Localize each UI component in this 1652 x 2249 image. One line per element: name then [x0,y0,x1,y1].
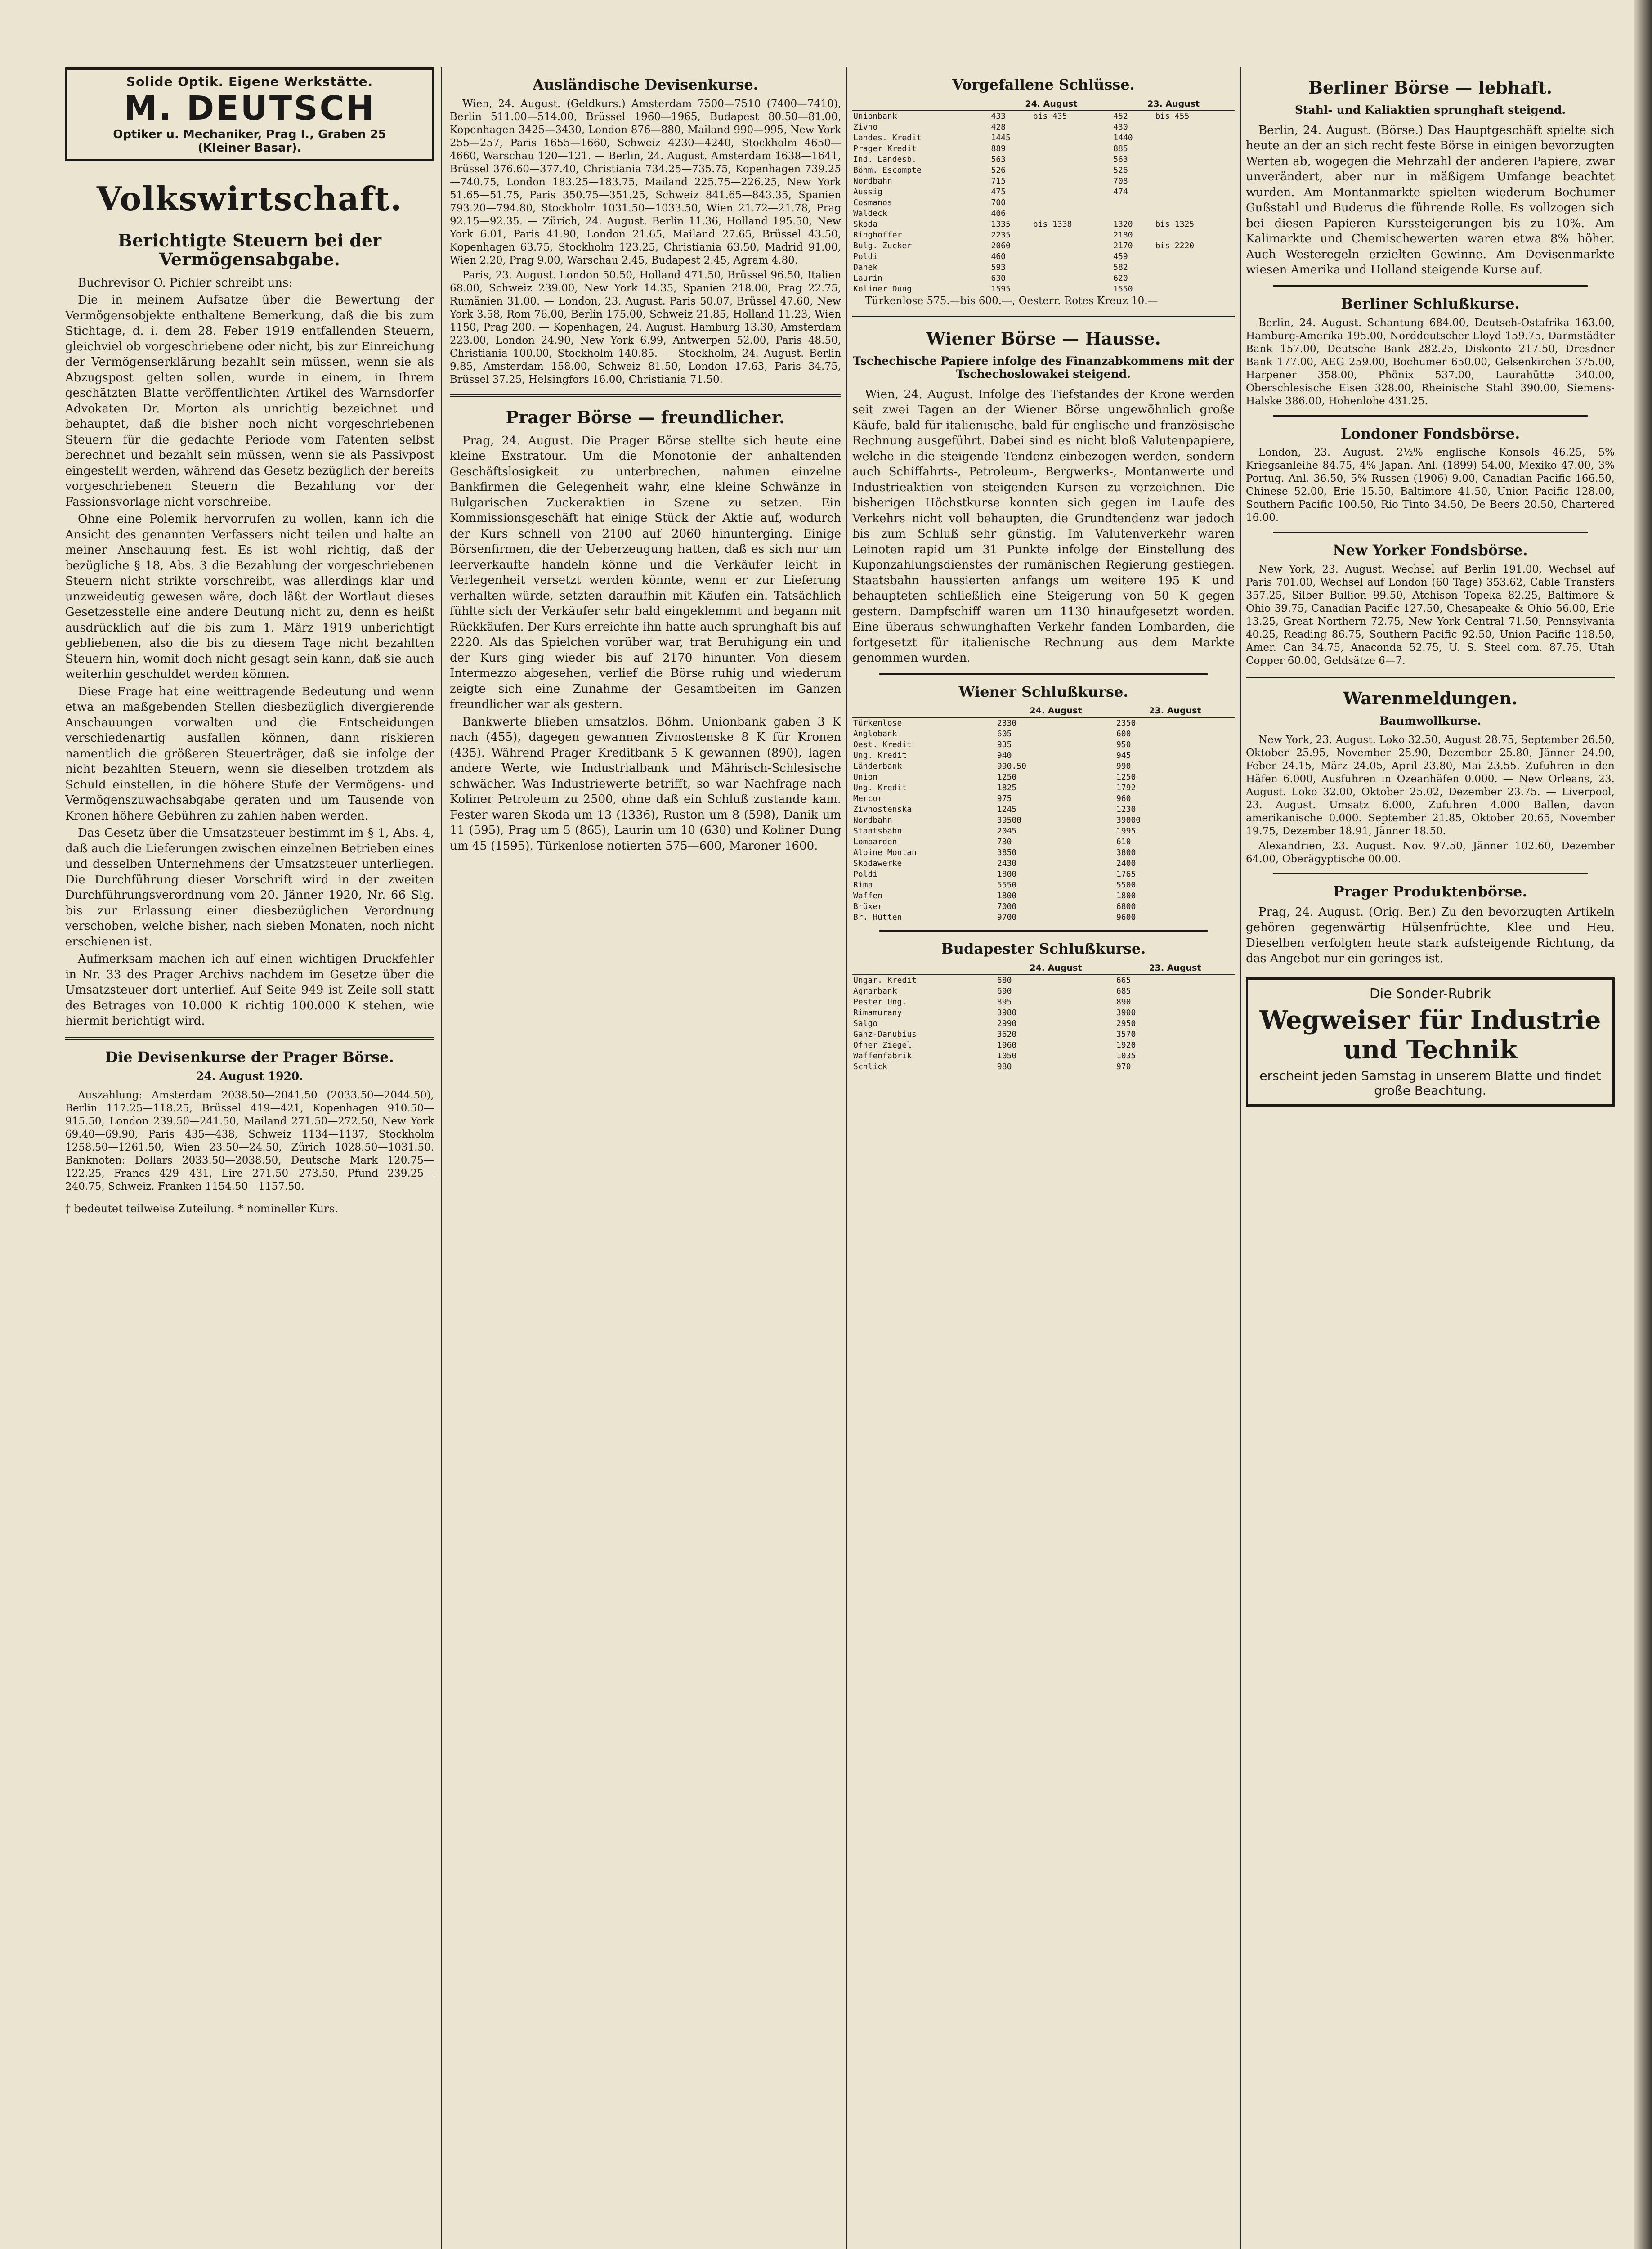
table-cell: 690 [997,986,1012,996]
table-cell: 474 [1113,187,1128,197]
table-cell: 9600 [1116,913,1136,923]
table-cell: Rimamurany [853,1008,902,1018]
table-row [852,847,1235,858]
table-row [852,219,1235,230]
article-subheadline: Stahl- und Kaliaktien sprunghaft steigend. [1294,103,1566,116]
table-cell: 1550 [1113,284,1133,294]
article-paragraph: Das Gesetz über die Umsatzsteuer bestimmt im § 1, Abs. 4, daß auch die Lieferungen zwischen einzelnen Betrieben eines und desselben Unternehmens der Umsatzsteuer unterliegen. Die Durchführung dieser Vorschrift wird in der zweiten Durchführungsverordnung vom 20. Jänner 1920, Nr. 66 Slg. bis zur Erlassung einer diesbezüglichen Verordnung verschoben, welche bisher, nach sieben Monaten, noch nicht erschienen ist. [65,826,434,949]
table-cell: 620 [1113,273,1128,283]
table-cell: 1230 [1116,805,1136,815]
table-row [852,729,1235,739]
table-header: 23. August [1112,98,1235,111]
table-row [852,154,1235,165]
table-row [852,717,1235,729]
ad-line: Die Sonder-Rubrik [1369,986,1491,1002]
table-cell: 475 [991,187,1006,197]
table-cell: 1595 [991,284,1011,294]
table-row [852,772,1235,783]
table-cell: 1800 [1116,891,1136,901]
table-cell: Landes. Kredit [853,133,922,143]
table-cell: 5500 [1116,880,1136,890]
table-cell [1154,154,1235,165]
table-cell: 430 [1113,122,1128,132]
table-cell: 730 [997,837,1012,847]
table-cell: 895 [997,997,1012,1007]
table-cell [1112,208,1154,219]
table-cell: Oest. Kredit [853,740,912,750]
table-cell [1154,176,1235,187]
table-cell: Ung. Kredit [853,751,907,761]
table-row [852,143,1235,154]
table-row [852,739,1235,750]
table-cell: Ganz-Danubius [853,1030,917,1039]
rates-paragraph: Wien, 24. August. (Geldkurs.) Amsterdam 7500—7510 (7400—7410), Berlin 511.00—514.00, Brüssel 1960—1965, Budapest 80.50—81.00, Kopenhagen 3425—3430, London 876—880, Mailand 990—995, New York 255—257, Paris 1655—1660, Schweiz 4230—4240, Stockholm 4650—4660, Warschau 120—121. — Berlin, 24. August. Amsterdam 1638—1641, Brüssel 376.60—377.40, Christiania 734.25—735.75, Kopenhagen 739.25—740.75, London 183.25—183.75, Mailand 225.75—226.25, New York 51.65—51.75, Paris 350.75—351.25, Schweiz 841.65—843.35, Spanien 793.20—794.80, Stockholm 1031.50—1033.50, Wien 21.72—21.78, Prag 92.15—92.35. — Zürich, 24. August. Berlin 11.36, Holland 195.50, New York 6.01, Paris 41.90, London 21.65, Mailand 27.65, Brüssel 43.50, Kopenhagen 63.75, Stockholm 123.25, Christiania 63.50, Madrid 91.00, Wien 2.20, Prag 9.00, Warschau 2.45, Budapest 2.45, Agram 4.80. [450,98,841,266]
rates-paragraph: Paris, 23. August. London 50.50, Holland 471.50, Brüssel 96.50, Italien 68.00, Schweiz 239.00, New York 14.35, Spanien 218.00, Prag 22.75, Rumänien 31.00. — London, 23. August. Paris 50.07, Brüssel 47.60, New York 3.58, Rom 76.00, Berlin 175.00, Schweiz 21.85, Holland 11.23, Wien 1150, Prag 200. — Kopenhagen, 24. August. Hamburg 13.30, Amsterdam 223.00, London 24.90, New York 6.99, Antwerpen 52.00, Paris 48.50, Christiania 100.00, Stockholm 140.85. — Stockholm, 24. August. Berlin 9.85, Amsterdam 158.00, Schweiz 81.50, London 17.63, Paris 34.75, Brüssel 37.25, Helsingfors 16.00, Christiania 71.50. [450,269,841,385]
table-cell: 680 [997,976,1012,986]
table-cell: Unionbank [853,111,897,121]
table-cell: Ung. Kredit [853,783,907,793]
table-row [852,901,1235,912]
table-cell: 1445 [991,133,1011,143]
table-cell: Ringhoffer [853,230,902,240]
table-cell: 708 [1113,176,1128,186]
table-cell [1032,143,1113,154]
table-cell: 950 [1116,740,1131,750]
article-paragraph: Wien, 24. August. Infolge des Tiefstandes der Krone werden seit zwei Tagen an der Wiener Börse ungewöhnlich große Käufe, bald für italienische, bald für englische und französische Rechnung ausgeführt. Dabei sind es nicht bloß Valutenpapiere, welche in die steigende Tendenz einbezogen werden, sondern auch Schiffahrts-, Petroleum-, Bergwerks-, Montanwerte und Industrieaktien von steigenden Kursen zu verzeichnen. Die bisherigen Höchstkurse konnten sich gegen im Laufe des Verkehrs nicht voll behaupten, die Grundtendenz war jedoch bis zum Schluß sehr günstig. Im Valutenverkehr waren Leinoten rapid um 31 Punkte infolge der Einstellung des Kuponzahlungsdienstes der rumänischen Regierung gestiegen. Staatsbahn haussierten anfangs um weitere 195 K und behaupteten schließlich eine Steigerung von 50 K gegen gestern. Dampfschiff waren um 1130 hinaufgesetzt worden. Eine überaus schwunghaften Verkehr fanden Lombarden, die fortgesetzt für italienische Rechnung aus dem Markte genommen wurden. [852,387,1235,665]
section-divider [1273,285,1588,287]
table-cell [1154,230,1235,241]
table-cell: Poldi [853,251,878,261]
table-cell [1154,122,1235,133]
ad-company-name: M. DEUTSCH [124,89,376,128]
table-cell: 6800 [1116,902,1136,912]
table-cell [1154,262,1235,273]
table-row [852,197,1235,208]
article-headline: Berliner Börse — lebhaft. [1308,77,1553,98]
column-3 [852,67,1235,2249]
table-cell: 2990 [997,1019,1017,1029]
table-cell: Skoda [853,219,878,229]
section-divider [1246,676,1615,678]
table-cell: Böhm. Escompte [853,165,922,175]
table-cell [1112,197,1154,208]
table-cell: 2330 [997,718,1017,728]
table-cell [1032,230,1113,241]
article-paragraph: Diese Frage hat eine weittragende Bedeutung und wenn etwa an maßgebenden Stellen diesbezüglich divergierende Anschauungen vorwalten und die Entscheidungen verschiedenartig ausfallen können, dann riskieren namentlich die größeren Steuerträger, daß sie infolge der nicht bezahlten Steuern, wenn sie dieselben trotzdem als Schuld einstellen, in die höhere Stufe der Vermögens- und Vermögenszuwachsabgabe geraten und um Tausende von Kronen höhere Gebühren zu zahlen haben werden. [65,685,434,823]
table-cell: 1765 [1116,869,1136,879]
table-cell: Union [853,772,878,782]
table-cell: 1995 [1116,826,1136,836]
table-cell: 9700 [997,913,1017,923]
table-header [852,962,996,975]
table-cell: 605 [997,729,1012,739]
table-cell: Brüxer [853,902,883,912]
rates-paragraph: Auszahlung: Amsterdam 2038.50—2041.50 (2033.50—2044.50), Berlin 117.25—118.25, Brüssel 419—421, Kopenhagen 910.50—915.50, London 239.50—241.50, Mailand 271.50—272.50, New York 69.40—69.90, Paris 435—438, Schweiz 1134—1137, Stockholm 1258.50—1261.50, Wien 23.50—24.50, Zürich 1028.50—1031.50. Banknoten: Dollars 2033.50—2038.50, Deutsche Mark 120.75—122.25, Francs 429—431, Lire 271.50—273.50, Pfund 239.25—240.75, Schweiz. Franken 1154.50—1157.50. [65,1089,434,1193]
table-cell [1032,241,1113,251]
table-row [852,783,1235,793]
table-cell: 1320 [1113,219,1133,229]
table-row [852,1040,1235,1051]
table-cell: Bulg. Zucker [853,241,912,251]
table-cell: bis 435 [1033,111,1067,121]
article-paragraph: Bankwerte blieben umsatzlos. Böhm. Unionbank gaben 3 K nach (455), dagegen gewannen Zivnostenske 8 K für Kronen (435). Während Prager Kreditbank 5 K gewannen (890), lagen andere Werte, wie Industrialbank und Mährisch-Schlesische schwächer. Was Industriewerte betrifft, so war Nachfrage nach Koliner Petroleum zu 2500, ohne daß ein Schluß zustande kam. Fester waren Skoda um 13 (1336), Ruston um 8 (598), Danik um 11 (595), Prag um 5 (865), Laurin um 10 (630) und Koliner Dung um 45 (1595). Türkenlose notierten 575—600, Maroner 1600. [450,715,841,853]
article-date: 24. August 1920. [196,1070,304,1083]
page-edge-shadow [1634,0,1652,2249]
trades-table [852,98,1235,295]
table-cell: 593 [991,262,1006,272]
table-row [852,122,1235,133]
table-row [852,804,1235,815]
table-row [852,241,1235,251]
table-header [852,98,990,111]
table-row [852,133,1235,143]
table-cell: 1792 [1116,783,1136,793]
section-divider [1273,532,1588,533]
table-cell: 563 [1113,154,1128,164]
table-cell: Ofner Ziegel [853,1040,912,1050]
table-cell [1154,208,1235,219]
ad-tagline: Solide Optik. Eigene Werkstätte. [126,74,373,89]
table-cell: Pester Ung. [853,997,907,1007]
table-row [852,111,1235,122]
table-cell: 990.50 [997,762,1026,771]
article-headline: Ausländische Devisenkurse. [533,76,758,93]
table-cell [1154,284,1235,295]
table-cell: 3800 [1116,848,1136,858]
article-headline: New Yorker Fondsbörse. [1333,542,1528,559]
footnote: † bedeutet teilweise Zuteilung. * nomineller Kurs. [65,1202,338,1215]
table-cell: 1960 [997,1040,1017,1050]
column-rule [846,67,847,2249]
table-cell: 526 [991,165,1006,175]
table-cell: 685 [1116,986,1131,996]
article-paragraph: Aufmerksam machen ich auf einen wichtigen Druckfehler in Nr. 33 des Prager Archivs nachdem im Gesetze über die Umsatzsteuer dort unterlief. Auf Seite 949 ist Zeile soll statt des Betrages von 10.000 K richtig 100.000 K stehen, wie hiermit berichtigt wird. [65,952,434,1028]
table-row [852,187,1235,197]
optician-advertisement [65,67,434,161]
table-cell: 5550 [997,880,1017,890]
column-2 [450,67,841,2249]
article-headline: Die Devisenkurse der Prager Börse. [105,1048,394,1066]
ad-address: Optiker u. Mechaniker, Prag I., Graben 25 [113,128,386,141]
article-paragraph: Prag, 24. August. (Orig. Ber.) Zu den bevorzugten Artikeln gehören gegenwärtig Hülsenfrüchte, Klee und Heu. Dieselben verfolgten heute stark aufsteigende Richtung, da das Angebot nur ein geringes ist. [1246,905,1615,966]
table-cell: bis 1338 [1033,219,1072,229]
table-cell [1154,251,1235,262]
table-cell: Laurin [853,273,883,283]
article-paragraph: Die in meinem Aufsatze über die Bewertung der Vermögensobjekte enthaltene Bemerkung, daß die bis zum Stichtage, d. i. dem 28. Feber 1919 entfallenden Steuern, gleichviel ob vorgeschriebene oder nicht, bis zur Einreichung der Vermögenserklärung bezahlt sein müssen, wenn sie als Abzugspost gelten sollen, wurde in einem, in Ihrem geschätzten Blatte veröffentlichten Artikel des Warnsdorfer Advokaten Dr. Morton als unrichtig bezeichnet und behauptet, daß die bisher noch nicht vorgeschriebenen Steuern für die gedachte Periode vom Fatenten selbst berechnet und bezahlt sein müssen, wenn sie als Passivpost eingestellt werden, während das Gesetz bezüglich der bereits vorgeschriebenen Steuern die Bezahlung vor der Fassionsvorlage nicht vorschreibe. [65,293,434,509]
table-row [852,208,1235,219]
table-cell [1154,187,1235,197]
table-row [852,858,1235,869]
table-cell: 990 [1116,762,1131,771]
ad-line: erscheint jeden Samstag in unserem Blatte und findet große Beachtung. [1259,1068,1601,1098]
closing-prices-table [852,704,1235,923]
table-cell: 3850 [997,848,1017,858]
table-cell: 980 [997,1062,1012,1072]
table-cell [1032,208,1113,219]
table-row [852,165,1235,176]
table-row [852,815,1235,826]
table-row [852,1008,1235,1018]
table-cell: Lombarden [853,837,897,847]
table-cell [1032,251,1113,262]
table-cell: Skodawerke [853,859,902,869]
table-cell: Türkenlose [853,718,902,728]
table-row [852,837,1235,847]
article-headline: Wiener Börse — Hausse. [926,328,1161,349]
table-cell: 945 [1116,751,1131,761]
table-cell: bis 2220 [1155,241,1195,251]
table-row [852,891,1235,901]
column-rule [1240,67,1241,2249]
article-headline: Warenmeldungen. [1343,688,1518,709]
article-paragraph: Berlin, 24. August. (Börse.) Das Hauptgeschäft spielte sich heute an der an sich recht feste Börse in einigen bevorzugten Werten ab, wogegen die Mehrzahl der anderen Papiere, zwar unverändert, aber nur in mäßigem Umfange beachtet wurden. Am Montanmarkte spielten wiederum Bochumer Gußstahl und Buderus die führende Rolle. Es vollzogen sich bei diesen Papieren Kurssteigerungen bis zu 10%. Am Kalimarkte und Chemischewerten waren etwa 8% höher. Auch Westeregeln erzielten Gewinne. Am Devisenmarkte wiesen Amerika und Holland steigende Kurse auf. [1246,123,1615,277]
table-cell: 610 [1116,837,1131,847]
table-cell: 2430 [997,859,1017,869]
table-cell: Koliner Dung [853,284,912,294]
table-cell [1032,165,1113,176]
table-cell [1032,284,1113,295]
table-cell [1154,165,1235,176]
table-cell: Waffen [853,891,883,901]
table-cell: Alpine Montan [853,848,917,858]
table-header: 23. August [1115,704,1235,717]
section-title: Volkswirtschaft. [96,179,403,218]
table-cell: 1920 [1116,1040,1136,1050]
table-cell: bis 455 [1155,111,1190,121]
table-cell: Schlick [853,1062,887,1072]
table-header: 24. August [996,704,1115,717]
table-cell: 2400 [1116,859,1136,869]
table-cell [1032,197,1113,208]
table-cell: 1800 [997,869,1017,879]
table-row [852,1062,1235,1072]
section-divider [879,673,1208,675]
table-cell: 970 [1116,1062,1131,1072]
table-header [852,704,996,717]
article-subheadline: Tschechische Papiere infolge des Finanzabkommens mit der Tschechoslowakei steigend. [853,354,1234,381]
table-cell: Prager Kredit [853,143,917,153]
table-cell: 1245 [997,805,1017,815]
ad-address-note: (Kleiner Basar). [197,141,302,155]
table-cell: 2950 [1116,1019,1136,1029]
table-row [852,273,1235,284]
table-cell: Waldeck [853,208,887,218]
table-cell: 460 [991,251,1006,261]
table-cell: 1250 [1116,772,1136,782]
closing-prices-table [852,962,1235,1072]
table-cell: 2235 [991,230,1011,240]
table-cell: bis 1325 [1155,219,1195,229]
table-cell: 582 [1113,262,1128,272]
table-row [852,284,1235,295]
column-1 [65,67,434,2249]
ad-title: Wegweiser für Industrie und Technik [1259,1005,1601,1065]
table-cell: 885 [1113,143,1128,153]
table-cell: Cosmanos [853,197,892,207]
table-cell: Agrarbank [853,986,897,996]
table-cell: Poldi [853,869,878,879]
table-cell [1032,273,1113,284]
table-cell: 935 [997,740,1012,750]
column-rule [441,67,442,2249]
table-cell: Mercur [853,794,883,804]
article-paragraph: Ohne eine Polemik hervorrufen zu wollen, kann ich die Ansicht des genannten Verfassers nicht teilen und halte an meiner Anschauung fest. Es ist wohl richtig, daß der bezügliche § 18, Abs. 3 die Bezahlung der vorgeschriebenen Steuern nicht strikte vorschreibt, was allerdings klar und unzweideutig gewesen wäre, doch läßt der Wortlaut dieses Gesetzesstelle eine andere Deutung nicht zu, denn es heißt ausdrücklich auf die bis zum 1. März 1919 unberichtigt gebliebenen, also die bis zu diesem Tage nicht bezahlten Steuern hin, womit doch nicht gesagt sein kann, daß sie auch weiterhin geschuldet werden können. [65,512,434,681]
article-paragraph: Prag, 24. August. Die Prager Börse stellte sich heute eine kleine Exstratour. Um die Monotonie der anhaltenden Geschäftslosigkeit zu unterbrechen, nahmen einzelne Bankfirmen die Gelegenheit wahr, eine kleine Schwänze in Bulgarischen Zuckeraktien in Szene zu setzen. Ein Kommissionsgeschäft hat einige Stück der Aktie auf, wodurch der Kurs schnell von 2100 auf 2060 hinunterging. Einige Börsenfirmen, die der Ueberzeugung hatten, daß es sich nur um leerverkaufte handeln könne und die Verkäufer leicht in Verlegenheit versetzt werden könnte, wenn er zur Lieferung verhalten würde, setzten daraufhin mit Käufen ein. Tatsächlich fühlte sich der Verkäufer sehr bald eingeklemmt und begann mit Rückkäufen. Der Kurs erreichte ihn hatte auch sprunghaft bis auf 2220. Als das Spielchen vorüber war, trat Beruhigung ein und der Kurs ging wieder bis auf 2170 hinunter. Von diesem Intermezzo abgesehen, verlief die Börse ruhig und wiederum zeigte sich eine Zunahme der Gesamtbeiten im Ganzen freundlicher war als gestern. [450,434,841,712]
table-cell: 1050 [997,1051,1017,1061]
table-cell: 563 [991,154,1006,164]
table-cell: Waffenfabrik [853,1051,912,1061]
section-divider [879,930,1208,932]
article-headline: Wiener Schlußkurse. [958,683,1128,700]
table-cell: 600 [1116,729,1131,739]
table-cell [1154,143,1235,154]
table-cell: 889 [991,143,1006,153]
table-row [852,997,1235,1008]
table-cell [1032,176,1113,187]
column-4 [1246,67,1615,2249]
section-divider [65,1037,434,1040]
table-row [852,1029,1235,1040]
table-cell: 1250 [997,772,1017,782]
table-cell: 428 [991,122,1006,132]
table-cell: 3570 [1116,1030,1136,1039]
table-row [852,880,1235,891]
article-byline: Buchrevisor O. Pichler schreibt uns: [78,276,293,290]
table-cell: Aussig [853,187,883,197]
table-cell: 2350 [1116,718,1136,728]
rates-paragraph: London, 23. August. 2½% englische Konsols 46.25, 5% Kriegsanleihe 84.75, 4% Japan. Anl. (1899) 54.00, Mexiko 47.00, 3% Portug. Anl. 36.50, 5% Russen (1906) 9.00, Canadian Pacific 166.50, Chinese 52.00, Erie 15.50, Baltimore 41.50, Union Pacific 128.00, Southern Pacific 100.50, Rio Tinto 34.50, De Beers 20.50, Chartered 16.00. [1246,447,1615,524]
table-cell: 39500 [997,815,1022,825]
table-cell: 2180 [1113,230,1133,240]
table-row [852,975,1235,986]
table-cell: 1440 [1113,133,1133,143]
table-cell: 3900 [1116,1008,1136,1018]
table-cell: Zivnostenska [853,805,912,815]
article-headline: Londoner Fondsbörse. [1340,425,1520,442]
table-cell [1032,133,1113,143]
table-row [852,176,1235,187]
table-cell [1154,133,1235,143]
table-cell: Nordbahn [853,176,892,186]
table-cell: 975 [997,794,1012,804]
table-cell: Anglobank [853,729,897,739]
table-cell: Ungar. Kredit [853,976,917,986]
table-cell: 890 [1116,997,1131,1007]
table-cell: 459 [1113,251,1128,261]
article-subheadline: Baumwollkurse. [1379,714,1482,727]
table-cell: 39000 [1116,815,1141,825]
table-cell [1032,187,1113,197]
table-row [852,761,1235,772]
table-cell: 1825 [997,783,1017,793]
table-cell: Staatsbahn [853,826,902,836]
table-cell: 2045 [997,826,1017,836]
table-row [852,869,1235,880]
table-cell [1154,273,1235,284]
table-cell: 2170 [1113,241,1133,251]
rates-paragraph: Berlin, 24. August. Schantung 684.00, Deutsch-Ostafrika 163.00, Hamburg-Amerika 195.00, Norddeutscher Lloyd 159.75, Darmstädter Bank 157.00, Deutsche Bank 282.25, Diskonto 217.50, Dresdner Bank 177.00, AEG 259.00, Bochumer 650.00, Gelsenkirchen 375.00, Harpener 358.00, Phönix 537.00, Laurahütte 340.00, Oberschlesische Eisen 328.00, Rheinische Stahl 390.00, Siemens-Halske 386.00, Hohenlohe 431.25. [1246,317,1615,407]
section-divider [852,316,1235,318]
table-cell: Länderbank [853,762,902,771]
table-cell: 665 [1116,976,1131,986]
table-cell: 2060 [991,241,1011,251]
table-cell: Zivno [853,122,878,132]
section-divider [1273,873,1588,874]
table-cell [1032,154,1113,165]
table-cell [1032,262,1113,273]
table-cell: 3980 [997,1008,1017,1018]
section-divider [450,394,841,397]
table-cell: 406 [991,208,1006,218]
table-cell: Nordbahn [853,815,892,825]
table-cell: 452 [1113,111,1128,121]
table-row [852,1018,1235,1029]
table-cell: Br. Hütten [853,913,902,923]
article-headline: Berichtigte Steuern bei der Vermögensabgabe. [117,230,382,269]
sonder-rubrik-advertisement [1246,977,1615,1107]
table-cell: 1035 [1116,1051,1136,1061]
table-row [852,750,1235,761]
table-row [852,230,1235,241]
table-row [852,986,1235,997]
table-row [852,826,1235,837]
table-cell: 3620 [997,1030,1017,1039]
table-header: 23. August [1115,962,1235,975]
table-cell: 630 [991,273,1006,283]
table-row [852,251,1235,262]
table-cell: 526 [1113,165,1128,175]
section-divider [1273,415,1588,417]
table-cell: 715 [991,176,1006,186]
table-cell: 940 [997,751,1012,761]
article-headline: Prager Produktenbörse. [1333,883,1527,900]
table-cell: 1335 [991,219,1011,229]
table-header: 24. August [996,962,1115,975]
rates-paragraph: Alexandrien, 23. August. Nov. 97.50, Jänner 102.60, Dezember 64.00, Oberägyptische 00.00. [1246,840,1615,865]
table-cell: Rima [853,880,873,890]
article-headline: Prager Börse — freundlicher. [506,407,785,427]
article-headline: Budapester Schlußkurse. [941,940,1146,958]
table-cell [1032,122,1113,133]
table-cell: Ind. Landesb. [853,154,917,164]
table-cell: Salgo [853,1019,878,1029]
table-row [852,912,1235,923]
table-cell: 700 [991,197,1006,207]
table-cell: 960 [1116,794,1131,804]
table-cell: 1800 [997,891,1017,901]
rates-paragraph: New York, 23. August. Loko 32.50, August 28.75, September 26.50, Oktober 25.95, November 25.90, Dezember 25.80, Jänner 24.90, Feber 24.15, März 24.05, April 23.80, Mai 23.55. Zufuhren in den Häfen 6.000, Ausfuhren in Ozeanhäfen 0.000. — New Orleans, 23. August. Loko 32.00, Oktober 25.02, Dezember 23.75. — Liverpool, 23. August. Umsatz 6.000, Zufuhren 4.000 Ballen, davon amerikanische 0.000. September 21.85, Oktober 20.65, November 19.75, Dezember 18.91, Jänner 18.50. [1246,734,1615,837]
table-header: 24. August [990,98,1113,111]
article-headline: Vorgefallene Schlüsse. [952,76,1135,93]
table-cell: Danek [853,262,878,272]
table-cell: 7000 [997,902,1017,912]
table-row [852,262,1235,273]
table-cell [1154,197,1235,208]
article-paragraph: Türkenlose 575.—bis 600.—, Oesterr. Rotes Kreuz 10.— [865,295,1158,307]
table-row [852,1051,1235,1062]
rates-paragraph: New York, 23. August. Wechsel auf Berlin 191.00, Wechsel auf Paris 701.00, Wechsel auf London (60 Tage) 353.62, Cable Transfers 357.25, Silber Bullion 99.50, Atchison Topeka 82.25, Baltimore & Ohio 39.75, Canadian Pacific 127.50, Chesapeake & Ohio 56.00, Erie 13.25, Great Northern 72.75, New York Central 71.50, Pennsylvania 40.25, Reading 86.75, Southern Pacific 92.50, Union Pacific 118.50, Amer. Can 34.75, Anaconda 52.75, U. S. Steel com. 87.75, Utah Copper 60.00, Geldsätze 6—7. [1246,564,1615,667]
table-cell: 433 [991,111,1006,121]
table-row [852,793,1235,804]
article-headline: Berliner Schlußkurse. [1341,295,1520,312]
